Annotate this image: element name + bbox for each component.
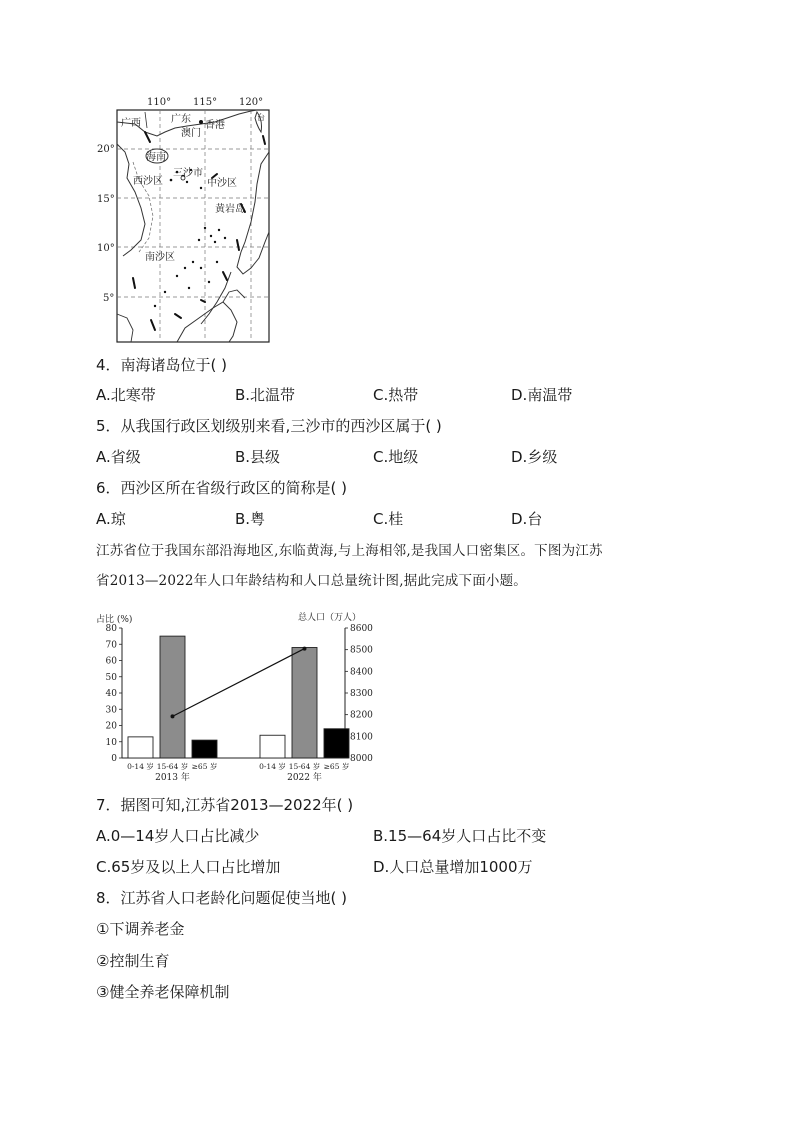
label-sansha: 三沙市 bbox=[173, 168, 203, 179]
q5-option-b[interactable]: B.县级 bbox=[235, 448, 281, 466]
question-4-stem: 4．南海诸岛位于( ) bbox=[96, 356, 228, 374]
q4-option-c[interactable]: C.热带 bbox=[373, 386, 419, 404]
q8-item-2: ②控制生育 bbox=[96, 952, 170, 970]
q6-option-a[interactable]: A.琼 bbox=[96, 510, 126, 528]
q7-option-c[interactable]: C.65岁及以上人口占比增加 bbox=[96, 858, 281, 876]
q7-option-a[interactable]: A.0—14岁人口占比减少 bbox=[96, 827, 260, 845]
q4-option-b[interactable]: B.北温带 bbox=[235, 386, 296, 404]
total-point-1 bbox=[303, 647, 307, 651]
q8-item-3: ③健全养老保障机制 bbox=[96, 983, 230, 1001]
label-guangxi: 广西 bbox=[121, 118, 141, 129]
total-point-0 bbox=[171, 714, 175, 718]
q4-option-a[interactable]: A.北寒带 bbox=[96, 386, 156, 404]
label-zhongsha: 中沙区 bbox=[207, 178, 237, 189]
q5-option-d[interactable]: D.乡级 bbox=[511, 448, 558, 466]
bar-category-label: 15-64 岁 bbox=[288, 762, 321, 771]
bar-category-label: ≥65 岁 bbox=[323, 762, 350, 771]
label-hainan: 海南 bbox=[146, 152, 166, 163]
bar-category-label: 0-14 岁 bbox=[259, 762, 286, 771]
left-tick-label: 60 bbox=[105, 656, 117, 667]
q6-option-d[interactable]: D.台 bbox=[511, 510, 543, 528]
left-tick-label: 70 bbox=[105, 640, 117, 651]
q6-option-c[interactable]: C.桂 bbox=[373, 510, 404, 528]
label-xisha: 西沙区 bbox=[133, 176, 163, 187]
question-8-stem: 8．江苏省人口老龄化问题促使当地( ) bbox=[96, 889, 348, 907]
group-year-label: 2022 年 bbox=[287, 773, 322, 783]
bar-0-2 bbox=[192, 740, 217, 758]
left-tick-label: 50 bbox=[105, 672, 117, 683]
bar-1-2 bbox=[324, 729, 349, 758]
passage-line-2: 省2013—2022年人口年龄结构和人口总量统计图,据此完成下面小题。 bbox=[96, 573, 528, 589]
label-macau: 澳门 bbox=[181, 128, 201, 139]
left-tick-label: 20 bbox=[105, 721, 117, 732]
lat-label-20: 20° bbox=[97, 144, 115, 155]
label-nansha: 南沙区 bbox=[145, 252, 175, 263]
right-tick-label: 8200 bbox=[350, 710, 373, 721]
right-axis-label: 总人口（万人） bbox=[298, 613, 362, 623]
q4-option-d[interactable]: D.南温带 bbox=[511, 386, 573, 404]
q6-option-b[interactable]: B.粤 bbox=[235, 510, 266, 528]
total-population-line bbox=[173, 649, 305, 717]
label-hongkong: 香港 bbox=[205, 120, 225, 131]
right-tick-label: 8300 bbox=[350, 689, 373, 699]
right-tick-label: 8100 bbox=[350, 732, 373, 743]
label-guangdong: 广东 bbox=[171, 114, 191, 125]
label-taiwan: 台 bbox=[257, 113, 265, 122]
left-tick-label: 80 bbox=[105, 624, 117, 634]
passage-line-1: 江苏省位于我国东部沿海地区,东临黄海,与上海相邻,是我国人口密集区。下图为江苏 bbox=[96, 543, 603, 559]
q5-option-a[interactable]: A.省级 bbox=[96, 448, 141, 466]
group-year-label: 2013 年 bbox=[155, 773, 190, 783]
q5-option-c[interactable]: C.地级 bbox=[373, 448, 419, 466]
bar-0-1 bbox=[160, 636, 185, 758]
q8-item-1: ①下调养老金 bbox=[96, 920, 185, 938]
left-axis-label: 占比 (%) bbox=[96, 615, 133, 625]
bar-0-0 bbox=[128, 737, 153, 758]
right-tick-label: 8500 bbox=[350, 645, 373, 656]
left-tick-label: 40 bbox=[105, 689, 117, 699]
left-tick-label: 30 bbox=[105, 705, 117, 716]
q7-option-d[interactable]: D.人口总量增加1000万 bbox=[373, 858, 533, 876]
lat-label-15: 15° bbox=[97, 194, 115, 205]
population-chart bbox=[90, 608, 390, 788]
lon-label-115: 115° bbox=[193, 97, 218, 108]
bar-1-0 bbox=[260, 735, 285, 758]
lon-label-120: 120° bbox=[239, 97, 264, 108]
lat-label-10: 10° bbox=[97, 243, 115, 254]
label-huangyan: 黄岩岛 bbox=[215, 204, 245, 215]
question-5-stem: 5．从我国行政区划级别来看,三沙市的西沙区属于( ) bbox=[96, 417, 442, 435]
bar-category-label: 0-14 岁 bbox=[127, 762, 154, 771]
right-tick-label: 8400 bbox=[350, 667, 373, 678]
right-tick-label: 8600 bbox=[350, 624, 373, 634]
q7-option-b[interactable]: B.15—64岁人口占比不变 bbox=[373, 827, 547, 845]
question-6-stem: 6．西沙区所在省级行政区的简称是( ) bbox=[96, 479, 348, 497]
lat-label-5: 5° bbox=[103, 293, 115, 304]
bar-category-label: 15-64 岁 bbox=[156, 762, 189, 771]
bar-category-label: ≥65 岁 bbox=[191, 762, 218, 771]
question-7-stem: 7．据图可知,江苏省2013—2022年( ) bbox=[96, 796, 354, 814]
bar-1-1 bbox=[292, 648, 317, 759]
right-tick-label: 8000 bbox=[350, 754, 373, 764]
lon-label-110: 110° bbox=[147, 97, 172, 108]
south-china-sea-map bbox=[97, 92, 280, 344]
left-tick-label: 10 bbox=[105, 737, 117, 748]
left-tick-label: 0 bbox=[111, 754, 117, 764]
